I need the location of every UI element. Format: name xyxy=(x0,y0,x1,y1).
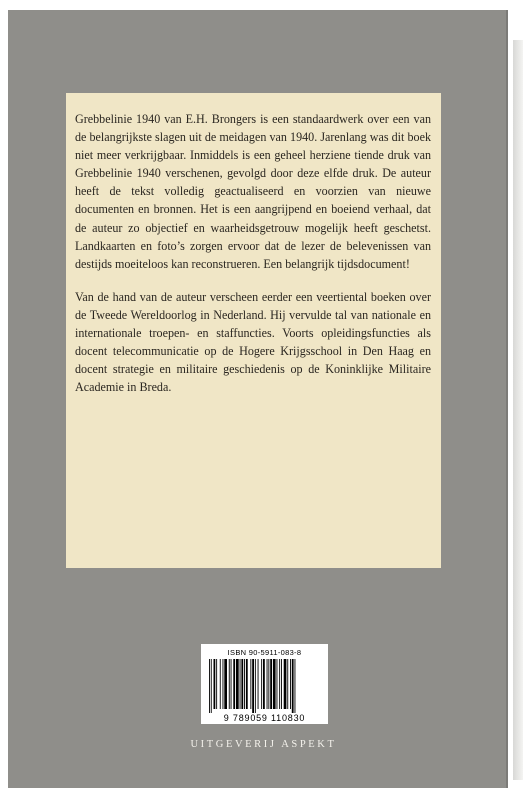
barcode-bar xyxy=(292,659,294,713)
ean-digits: 9 789059 110830 xyxy=(223,713,306,723)
publisher-name: UITGEVERIJ ASPEKT xyxy=(190,739,337,750)
barcode-bar xyxy=(252,659,254,713)
barcode-bar xyxy=(281,659,282,709)
barcode-bar xyxy=(229,659,230,709)
barcode-bar xyxy=(216,659,217,709)
barcode-bar xyxy=(244,659,245,709)
barcode-bar xyxy=(270,659,272,709)
barcode-bar xyxy=(295,659,296,713)
blurb-panel xyxy=(66,93,441,568)
barcode-bar xyxy=(277,659,278,709)
page-edge xyxy=(513,40,523,780)
barcode-bar xyxy=(246,659,248,709)
barcode-label xyxy=(201,644,328,724)
barcode-bar xyxy=(258,659,259,709)
barcode-bar xyxy=(209,659,210,713)
barcode-bars xyxy=(207,659,322,713)
barcode-bar xyxy=(233,659,235,709)
barcode-bar xyxy=(255,659,256,713)
barcode-bar xyxy=(273,659,276,709)
barcode-bar xyxy=(268,659,269,709)
barcode-bar xyxy=(267,659,268,709)
blurb-paragraph-2: Van de hand van de auteur verscheen eerder een veertiental boeken over de Tweede Wereldoorlog in Nederland. Hij vervulde tal van nationale en internationale troepen- en staffuncties. Voorts opleidingsfuncties als docent telecommunicatie op de Hogere Krijgsschool in Den Haag en docent strategie en militaire geschiedenis op de Koninklijke Militaire Academie in Breda. xyxy=(75,289,431,395)
barcode-bar xyxy=(220,659,221,709)
barcode-bar xyxy=(231,659,232,709)
barcode-bar xyxy=(214,659,216,709)
barcode-bar xyxy=(240,659,241,709)
barcode-bar xyxy=(284,659,287,709)
barcode-bar xyxy=(279,659,280,709)
barcode-bar xyxy=(261,659,262,709)
isbn-number: ISBN 90-5911-083-8 xyxy=(227,648,302,657)
barcode-bar xyxy=(290,659,291,709)
barcode-bar xyxy=(224,659,227,709)
barcode-bar xyxy=(250,659,251,709)
barcode-bar xyxy=(241,659,243,709)
barcode-bar xyxy=(223,659,224,709)
blurb-paragraph-1: Grebbelinie 1940 van E.H. Brongers is een standaardwerk over een van de belangrijkste slagen uit de meidagen van 1940. Jarenlang was dit boek niet meer verkrijgbaar. Inmiddels is een geheel herziene tiende druk van Grebbelinie 1940 verschenen, gevolgd door deze elfde druk. De auteur heeft de tekst volledig geactualiseerd en voorzien van nieuwe documenten en bronnen. Het is een aangrijpend en boeiend verhaal, dat de auteur zo objectief en waarheidsgetrouw mogelijk heeft geschetst. Landkaarten en foto’s zorgen ervoor dat de lezer de belevenissen van destijds moeiteloos kan reconstrueren. Een belangrijk tijdsdocument! xyxy=(75,112,431,271)
barcode-bar xyxy=(211,659,212,713)
barcode-bar xyxy=(263,659,265,709)
barcode-bar xyxy=(236,659,239,709)
barcode-bar xyxy=(287,659,288,709)
